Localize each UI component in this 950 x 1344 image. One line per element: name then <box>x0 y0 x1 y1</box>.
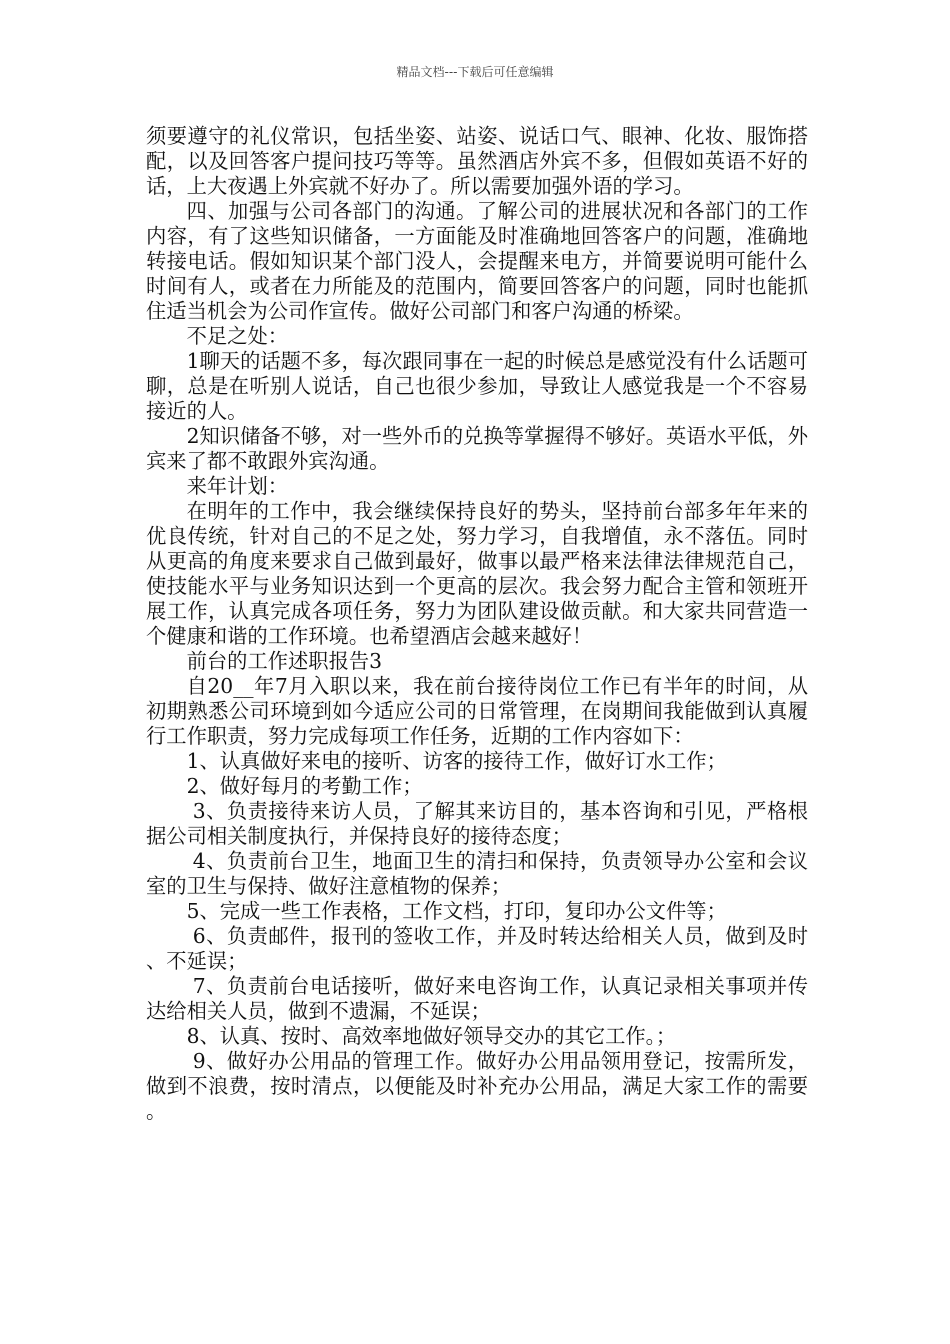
section-heading: 前台的工作述职报告3 <box>186 649 383 673</box>
list-item: 3、负责接待来访人员，了解其来访目的，基本咨询和引见，严格根据公司相关制度执行，并保持良好的接待态度； <box>146 799 808 848</box>
paragraph: 自20__年7月入职以来，我在前台接待岗位工作已有半年的时间，从初期熟悉公司环境到如今适应公司的日常管理，在岗期间我能做到认真履行工作职责，努力完成每项工作任务，近期的工作内容如下： <box>146 674 808 748</box>
paragraph: 须要遵守的礼仪常识，包括坐姿、站姿、说话口气、眼神、化妆、服饰搭配，以及回答客户提问技巧等等。虽然酒店外宾不多，但假如英语不好的话，上大夜遇上外宾就不好办了。所以需要加强外语的学习。 <box>146 124 808 198</box>
paragraph: 四、加强与公司各部门的沟通。了解公司的进展状况和各部门的工作内容，有了这些知识储备，一方面能及时准确地回答客户的问题，准确地转接电话。假如知识某个部门没人，会提醒来电方，并简要说明可能什么时间有人，或者在力所能及的范围内，简要回答客户的问题，同时也能抓住适当机会为公司作宣传。做好公司部门和客户沟通的桥梁。 <box>146 199 808 323</box>
list-item: 4、负责前台卫生，地面卫生的清扫和保持，负责领导办公室和会议室的卫生与保持、做好注意植物的保养； <box>146 849 808 898</box>
list-item: 6、负责邮件，报刊的签收工作，并及时转达给相关人员，做到及时、不延误； <box>146 924 808 973</box>
section-heading: 来年计划： <box>186 474 289 498</box>
list-item: 2知识储备不够，对一些外币的兑换等掌握得不够好。英语水平低，外宾来了都不敢跟外宾沟通。 <box>146 424 808 473</box>
list-item: 5、完成一些工作表格，工作文档，打印，复印办公文件等； <box>186 899 727 923</box>
list-item: 2、做好每月的考勤工作； <box>186 774 423 798</box>
section-heading: 不足之处： <box>186 324 289 348</box>
document-body <box>146 124 808 1124</box>
list-item: 9、做好办公用品的管理工作。做好办公用品领用登记，按需所发，做到不浪费，按时清点，以便能及时补充办公用品，满足大家工作的需要。 <box>146 1049 808 1123</box>
paragraph: 在明年的工作中，我会继续保持良好的势头，坚持前台部多年年来的优良传统，针对自己的不足之处，努力学习，自我增值，永不落伍。同时从更高的角度来要求自己做到最好，做事以最严格来法律法律规范自己，使技能水平与业务知识达到一个更高的层次。我会努力配合主管和领班开展工作，认真完成各项任务，努力为团队建设做贡献。和大家共同营造一个健康和谐的工作环境。也希望酒店会越来越好！ <box>146 499 808 648</box>
page-header: 精品文档---下载后可任意编辑 <box>396 65 554 79</box>
list-item: 1聊天的话题不多，每次跟同事在一起的时候总是感觉没有什么话题可聊，总是在听别人说话，自己也很少参加，导致让人感觉我是一个不容易接近的人。 <box>146 349 808 423</box>
list-item: 7、负责前台电话接听，做好来电咨询工作，认真记录相关事项并传达给相关人员，做到不遗漏，不延误； <box>146 974 808 1023</box>
list-item: 8、认真、按时、高效率地做好领导交办的其它工作。； <box>186 1024 677 1048</box>
list-item: 1、认真做好来电的接听、访客的接待工作，做好订水工作； <box>186 749 727 773</box>
